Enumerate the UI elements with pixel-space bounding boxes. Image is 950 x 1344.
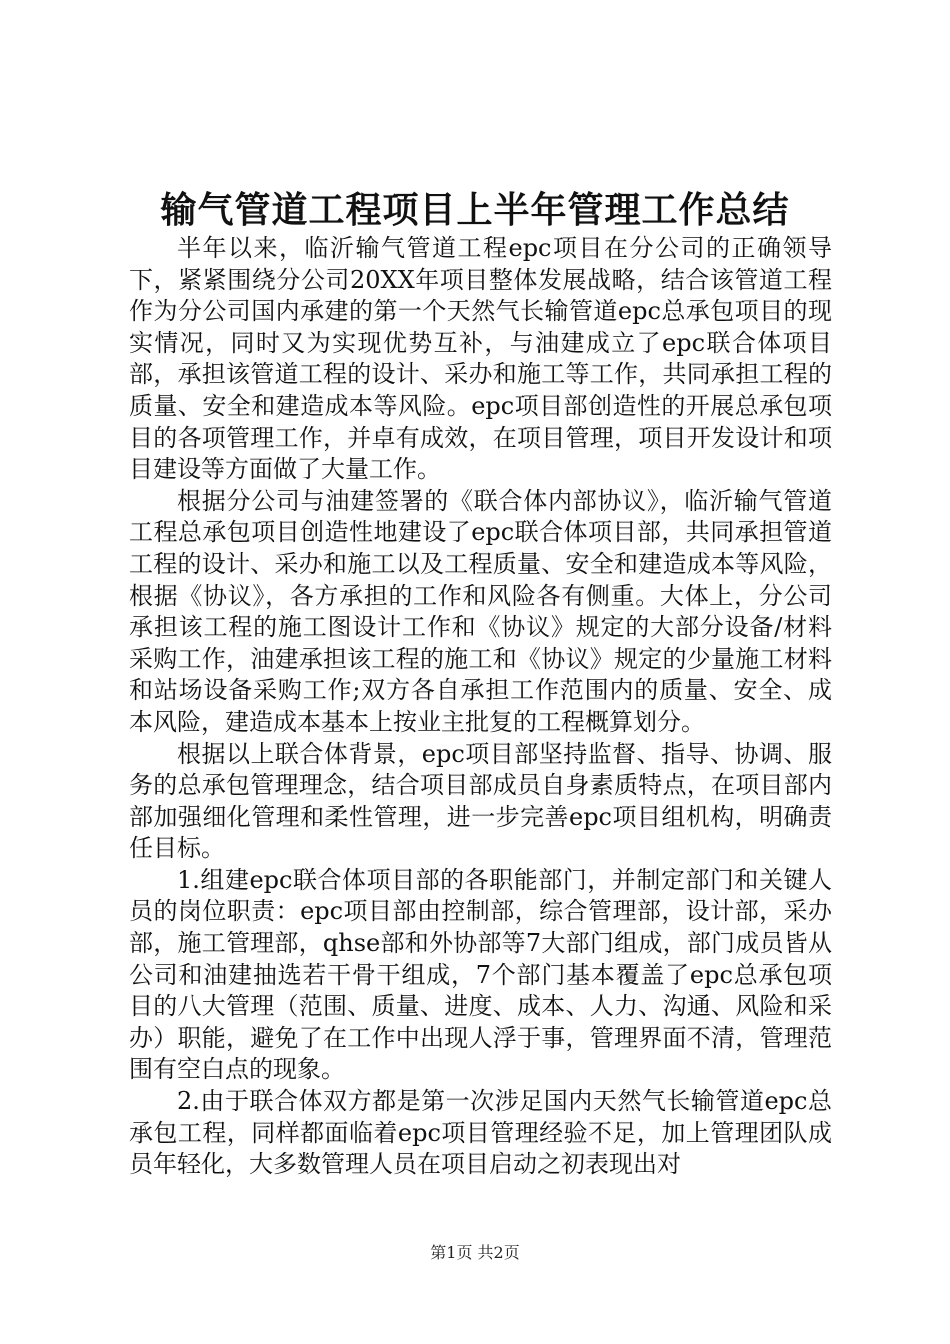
paragraph-5: 2.由于联合体双方都是第一次涉足国内天然气长输管道epc总承包工程，同样都面临着epc项目管理经验不足，加上管理团队成员年轻化，大多数管理人员在项目启动之初表现出对 [129, 1087, 832, 1179]
paragraph-2: 根据分公司与油建签署的《联合体内部协议》，临沂输气管道工程总承包项目创造性地建设了epc联合体项目部，共同承担管道工程的设计、采办和施工以及工程质量、安全和建造成本等风险，根据《协议》，各方承担的工作和风险各有侧重。大体上，分公司承担该工程的施工图设计工作和《协议》规定的大部分设备/材料采购工作，油建承担该工程的施工和《协议》规定的少量施工材料和站场设备采购工作;双方各自承担工作范围内的质量、安全、成本风险，建造成本基本上按业主批复的工程概算划分。 [129, 486, 832, 736]
document-title: 输气管道工程项目上半年管理工作总结 [160, 189, 790, 231]
page-footer: 第1页 共2页 [430, 1243, 520, 1262]
paragraph-4: 1.组建epc联合体项目部的各职能部门，并制定部门和关键人员的岗位职责：epc项目部由控制部，综合管理部，设计部，采办部，施工管理部，qhse部和外协部等7大部门组成，部门成员皆从公司和油建抽选若干骨干组成，7个部门基本覆盖了epc总承包项目的八大管理（范围、质量、进度、成本、人力、沟通、风险和采办）职能，避免了在工作中出现人浮于事，管理界面不清，管理范围有空白点的现象。 [129, 865, 832, 1084]
document-body [129, 233, 832, 1181]
paragraph-3: 根据以上联合体背景，epc项目部坚持监督、指导、协调、服务的总承包管理理念，结合项目部成员自身素质特点，在项目部内部加强细化管理和柔性管理，进一步完善epc项目组机构，明确责任目标。 [129, 739, 832, 863]
paragraph-1: 半年以来，临沂输气管道工程epc项目在分公司的正确领导下，紧紧围绕分公司20XX年项目整体发展战略，结合该管道工程作为分公司国内承建的第一个天然气长输管道epc总承包项目的现实情况，同时又为实现优势互补，与油建成立了epc联合体项目部，承担该管道工程的设计、采办和施工等工作，共同承担工程的质量、安全和建造成本等风险。epc项目部创造性的开展总承包项目的各项管理工作，并卓有成效，在项目管理，项目开发设计和项目建设等方面做了大量工作。 [129, 234, 832, 484]
